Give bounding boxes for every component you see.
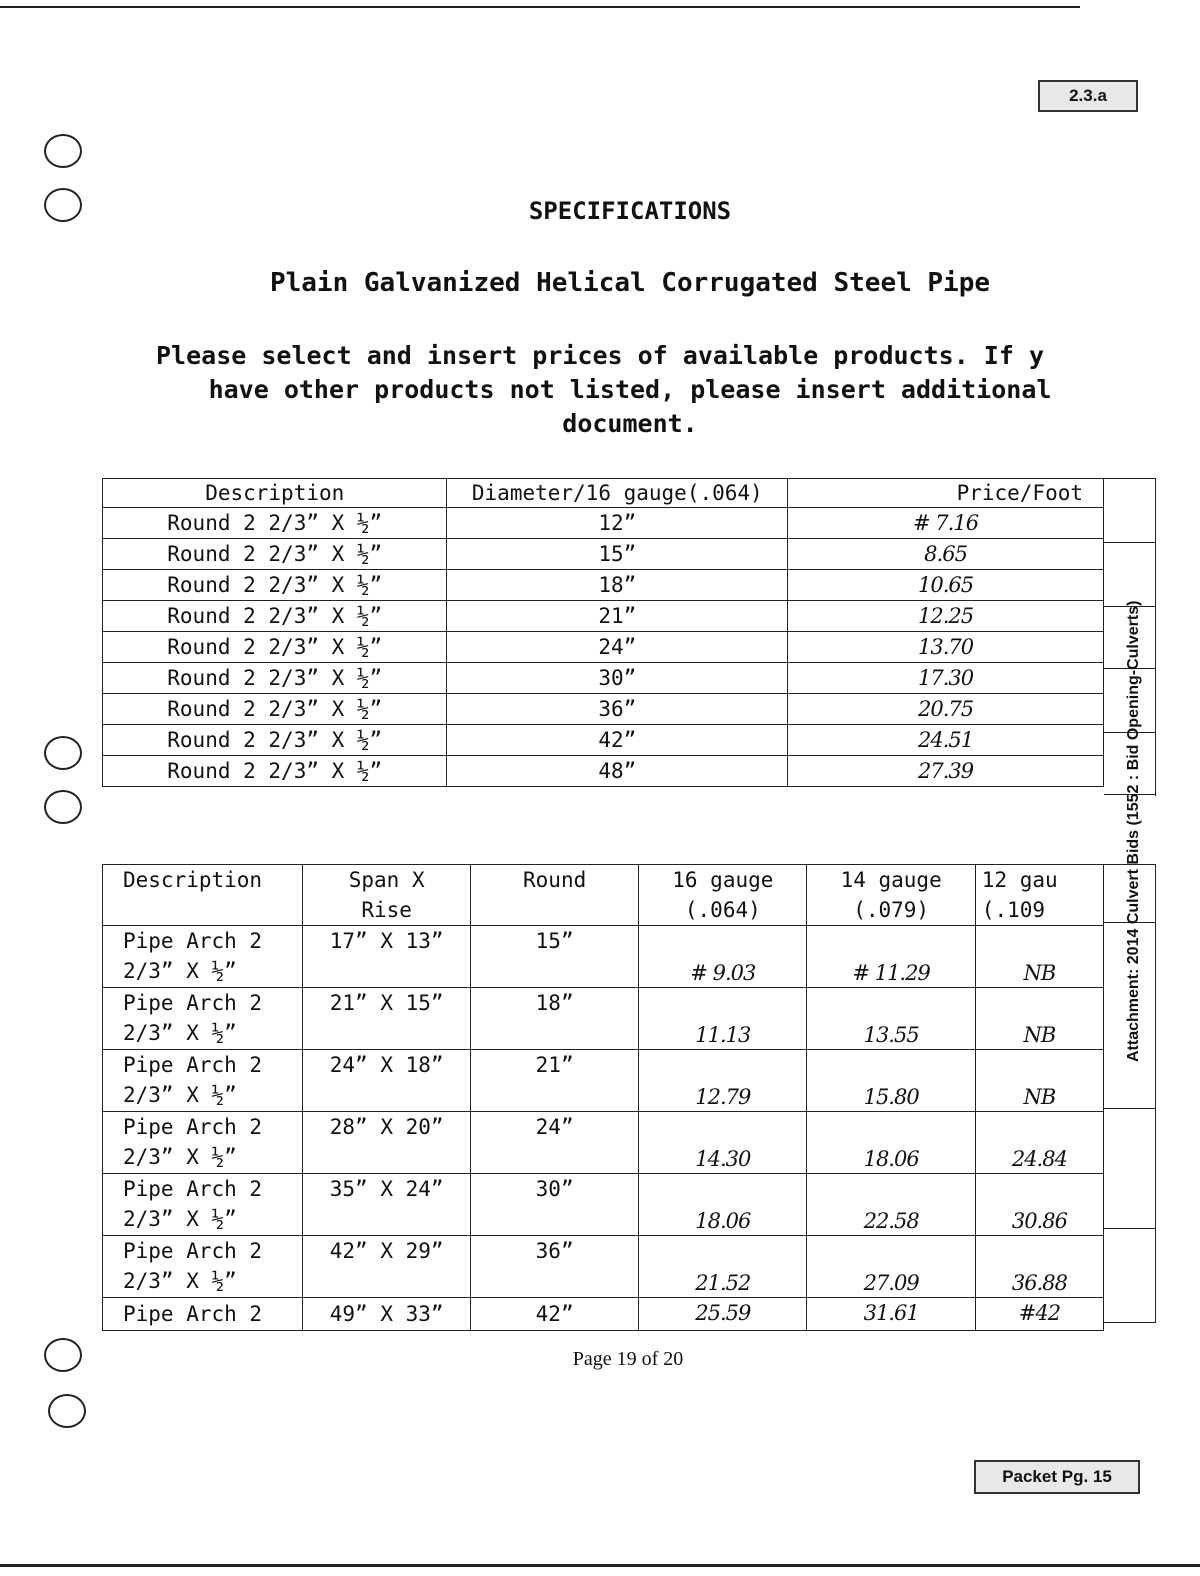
row-price: 20.75 xyxy=(788,694,1104,725)
instruction-line-1: Please select and insert prices of available products. If y xyxy=(155,341,1045,370)
row-round: 24” xyxy=(471,1112,639,1174)
row-price: 17.30 xyxy=(788,663,1104,694)
table-row xyxy=(103,1050,1104,1112)
row-description-line2: 2/3” X ½” xyxy=(123,1207,237,1231)
row-diameter: 21” xyxy=(447,601,788,632)
page-number: Page 19 of 20 xyxy=(572,1348,684,1370)
row-description-line1: Pipe Arch 2 xyxy=(123,1115,263,1139)
binder-hole xyxy=(48,1394,86,1428)
row-diameter: 48” xyxy=(447,756,788,787)
row-description xyxy=(103,1112,303,1174)
header-description: Description xyxy=(103,479,447,508)
row-span-rise: 49” X 33” xyxy=(303,1298,471,1331)
row-description-line1: Pipe Arch 2 xyxy=(123,991,263,1015)
row-16-gauge: 21.52 xyxy=(639,1236,807,1298)
row-description-line1: Pipe Arch 2 xyxy=(123,1302,263,1326)
header-16-line2: (.064) xyxy=(684,898,761,922)
row-price: 24.51 xyxy=(788,725,1104,756)
table-row xyxy=(103,694,1104,725)
row-span-rise: 28” X 20” xyxy=(303,1112,471,1174)
header-12-line2: (.109 xyxy=(981,898,1046,922)
row-description-line2: 2/3” X ½” xyxy=(123,1021,237,1045)
header-14-line1: 14 gauge xyxy=(840,868,942,892)
row-16-gauge: 11.13 xyxy=(639,988,807,1050)
row-description-line2: 2/3” X ½” xyxy=(123,1269,237,1293)
binder-hole xyxy=(44,736,82,770)
row-round: 36” xyxy=(471,1236,639,1298)
table-row xyxy=(103,1112,1104,1174)
row-14-gauge: 13.55 xyxy=(807,988,975,1050)
bottom-scan-line xyxy=(0,1564,1200,1567)
table-row xyxy=(103,725,1104,756)
page-subtitle: Plain Galvanized Helical Corrugated Steel Pipe xyxy=(269,268,991,298)
row-diameter: 30” xyxy=(447,663,788,694)
table-row xyxy=(103,926,1104,988)
row-diameter: 36” xyxy=(447,694,788,725)
edge-vertical-rule xyxy=(1155,478,1156,796)
row-description xyxy=(103,1298,303,1331)
row-16-gauge: 12.79 xyxy=(639,1050,807,1112)
row-16-gauge: 25.59 xyxy=(639,1298,807,1331)
header-14-line2: (.079) xyxy=(853,898,930,922)
table-row xyxy=(103,1174,1104,1236)
row-description xyxy=(103,1236,303,1298)
row-12-gauge: 30.86 xyxy=(975,1174,1103,1236)
row-price: 10.65 xyxy=(788,570,1104,601)
table-header-row xyxy=(103,865,1104,926)
row-price: 13.70 xyxy=(788,632,1104,663)
row-span-rise: 35” X 24” xyxy=(303,1174,471,1236)
header-span-line2: Rise xyxy=(361,898,412,922)
row-span-rise: 24” X 18” xyxy=(303,1050,471,1112)
pipe-arch-table xyxy=(102,864,1104,1331)
row-16-gauge: 14.30 xyxy=(639,1112,807,1174)
row-12-gauge: 36.88 xyxy=(975,1236,1103,1298)
edge-rule xyxy=(1104,1322,1156,1323)
row-span-rise: 17” X 13” xyxy=(303,926,471,988)
section-tag: 2.3.a xyxy=(1038,80,1138,112)
row-description: Round 2 2/3” X ½” xyxy=(103,601,447,632)
row-description-line2: 2/3” X ½” xyxy=(123,1145,237,1169)
row-12-gauge: NB xyxy=(975,926,1103,988)
header-16-gauge xyxy=(639,865,807,926)
packet-page-tag: Packet Pg. 15 xyxy=(974,1460,1140,1494)
row-14-gauge: 27.09 xyxy=(807,1236,975,1298)
row-description-line2: 2/3” X ½” xyxy=(123,1083,237,1107)
row-description-line1: Pipe Arch 2 xyxy=(123,1053,263,1077)
header-12-line1: 12 gau xyxy=(981,868,1058,892)
header-12-gauge xyxy=(975,865,1103,926)
row-14-gauge: 22.58 xyxy=(807,1174,975,1236)
row-description-line1: Pipe Arch 2 xyxy=(123,1239,263,1263)
table-row xyxy=(103,663,1104,694)
table-header-row xyxy=(103,479,1104,508)
instruction-line-2: have other products not listed, please insert additional xyxy=(208,375,1052,404)
row-14-gauge: 15.80 xyxy=(807,1050,975,1112)
header-diameter: Diameter/16 gauge(.064) xyxy=(447,479,788,508)
table-row xyxy=(103,756,1104,787)
row-description-line2: 2/3” X ½” xyxy=(123,959,237,983)
row-description: Round 2 2/3” X ½” xyxy=(103,632,447,663)
row-diameter: 42” xyxy=(447,725,788,756)
row-12-gauge: NB xyxy=(975,988,1103,1050)
instruction-line-3: document. xyxy=(562,409,698,438)
row-16-gauge: 18.06 xyxy=(639,1174,807,1236)
row-description xyxy=(103,1174,303,1236)
row-14-gauge: # 11.29 xyxy=(807,926,975,988)
table-row xyxy=(103,632,1104,663)
table-row xyxy=(103,539,1104,570)
row-diameter: 18” xyxy=(447,570,788,601)
row-description: Round 2 2/3” X ½” xyxy=(103,570,447,601)
row-description: Round 2 2/3” X ½” xyxy=(103,508,447,539)
row-round: 21” xyxy=(471,1050,639,1112)
row-span-rise: 42” X 29” xyxy=(303,1236,471,1298)
header-span-rise xyxy=(303,865,471,926)
row-price: 12.25 xyxy=(788,601,1104,632)
row-description: Round 2 2/3” X ½” xyxy=(103,725,447,756)
row-price: 27.39 xyxy=(788,756,1104,787)
row-12-gauge: NB xyxy=(975,1050,1103,1112)
edge-rule xyxy=(1104,542,1156,543)
row-14-gauge: 18.06 xyxy=(807,1112,975,1174)
row-description: Round 2 2/3” X ½” xyxy=(103,663,447,694)
header-round: Round xyxy=(471,865,639,926)
top-scan-line xyxy=(0,6,1080,8)
row-description: Round 2 2/3” X ½” xyxy=(103,539,447,570)
row-price: 8.65 xyxy=(788,539,1104,570)
row-16-gauge: # 9.03 xyxy=(639,926,807,988)
row-description-line1: Pipe Arch 2 xyxy=(123,1177,263,1201)
row-span-rise: 21” X 15” xyxy=(303,988,471,1050)
row-diameter: 15” xyxy=(447,539,788,570)
row-diameter: 24” xyxy=(447,632,788,663)
table-row xyxy=(103,1298,1104,1331)
row-description xyxy=(103,988,303,1050)
table-row xyxy=(103,601,1104,632)
header-16-line1: 16 gauge xyxy=(672,868,774,892)
row-round: 42” xyxy=(471,1298,639,1331)
row-description-line1: Pipe Arch 2 xyxy=(123,929,263,953)
row-description: Round 2 2/3” X ½” xyxy=(103,694,447,725)
table-row xyxy=(103,508,1104,539)
row-description: Round 2 2/3” X ½” xyxy=(103,756,447,787)
edge-rule xyxy=(1104,1108,1156,1109)
row-14-gauge: 31.61 xyxy=(807,1298,975,1331)
binder-hole xyxy=(44,134,82,168)
edge-vertical-rule xyxy=(1155,864,1156,1322)
header-description: Description xyxy=(103,865,303,926)
row-round: 18” xyxy=(471,988,639,1050)
binder-hole xyxy=(44,790,82,824)
header-span-line1: Span X xyxy=(348,868,425,892)
page-title: SPECIFICATIONS xyxy=(528,197,732,225)
row-12-gauge: 24.84 xyxy=(975,1112,1103,1174)
row-diameter: 12” xyxy=(447,508,788,539)
header-14-gauge xyxy=(807,865,975,926)
header-price: Price/Foot xyxy=(788,479,1104,508)
row-price: # 7.16 xyxy=(788,508,1104,539)
table-row xyxy=(103,570,1104,601)
side-attachment-label: Attachment: 2014 Culvert Bids (1552 : Bid Opening-Culverts) xyxy=(1125,600,1142,1062)
table-row xyxy=(103,1236,1104,1298)
table-row xyxy=(103,988,1104,1050)
row-round: 30” xyxy=(471,1174,639,1236)
edge-rule xyxy=(1104,478,1156,479)
row-description xyxy=(103,926,303,988)
row-round: 15” xyxy=(471,926,639,988)
row-description xyxy=(103,1050,303,1112)
row-12-gauge: #42 xyxy=(975,1298,1103,1331)
edge-rule xyxy=(1104,1228,1156,1229)
round-pipe-table xyxy=(102,478,1104,787)
